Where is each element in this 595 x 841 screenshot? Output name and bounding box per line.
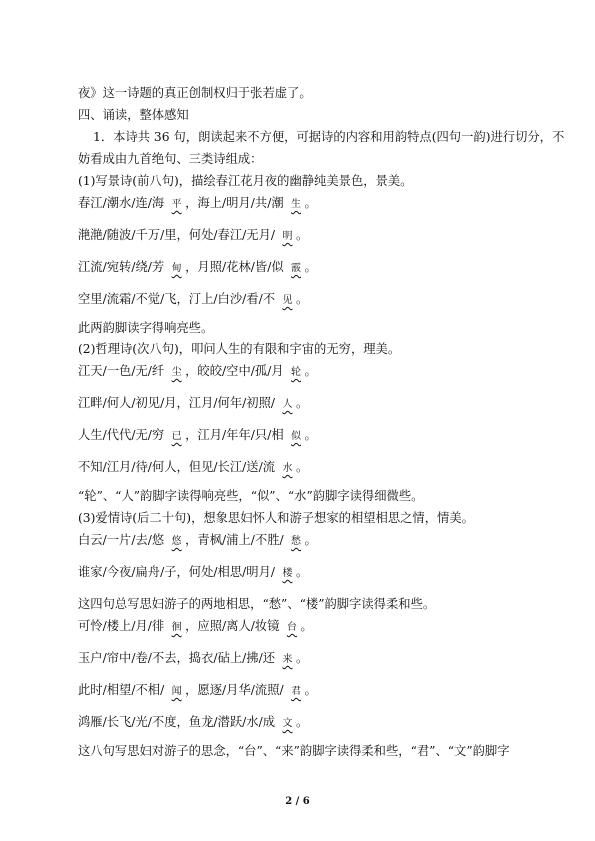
rhyme-char: 文 xyxy=(282,718,293,729)
poem-punct: 。 xyxy=(295,228,309,242)
paragraph-line: 夜》这一诗题的真正创制权归于张若虚了。 xyxy=(78,86,312,100)
paragraph-line: (3)爱情诗(后二十句)，想象思妇怀人和游子想家的相望相思之情，情美。 xyxy=(78,511,474,525)
poem-text: 江畔/何人/初见/月，江月/何年/初照/ xyxy=(78,396,279,410)
poem-text: ，青枫/浦上/不胜/ xyxy=(185,533,288,547)
poem-punct: 。 xyxy=(295,715,309,729)
poem-text: 江流/宛转/绕/芳 xyxy=(78,260,169,274)
poem-line xyxy=(78,291,308,309)
poem-line xyxy=(78,395,308,413)
poem-punct: 。 xyxy=(304,533,317,547)
rhyme-char: 闻 xyxy=(171,686,182,697)
rhyme-char: 徊 xyxy=(171,622,182,633)
rhyme-char: 悠 xyxy=(171,536,182,547)
poem-punct: 。 xyxy=(295,292,309,306)
poem-text: 此时/相望/不相/ xyxy=(78,683,169,697)
rhyme-char: 甸 xyxy=(171,263,182,274)
poem-text: 可怜/楼上/月/徘 xyxy=(78,619,169,633)
poem-line xyxy=(78,427,317,445)
rhyme-char: 已 xyxy=(171,431,182,442)
poem-line xyxy=(78,564,308,582)
rhyme-char: 霰 xyxy=(291,263,302,274)
poem-punct: 。 xyxy=(304,364,317,378)
rhyme-char: 生 xyxy=(291,199,302,210)
rhyme-char: 台 xyxy=(286,622,297,633)
poem-text: 江天/一色/无/纤 xyxy=(78,364,169,378)
paragraph-line: 这八句写思妇对游子的思念，“台”、“来”韵脚字读得柔和些，“君”、“文”韵脚字 xyxy=(78,744,510,758)
poem-line xyxy=(78,459,308,477)
poem-line xyxy=(78,363,317,381)
poem-text: 人生/代代/无/穷 xyxy=(78,428,169,442)
poem-text: 空里/流霜/不觉/飞，汀上/白沙/看/不 xyxy=(78,292,279,306)
paragraph-line: (1)写景诗(前八句)，描绘春江花月夜的幽静纯美景色，景美。 xyxy=(78,174,413,188)
poem-line xyxy=(78,259,317,277)
rhyme-char: 见 xyxy=(282,295,293,306)
poem-text: 谁家/今夜/扁舟/子，何处/相思/明月/ xyxy=(78,565,279,579)
rhyme-char: 明 xyxy=(282,231,293,242)
poem-line xyxy=(78,714,308,732)
poem-text: ，江月/年年/只/相 xyxy=(185,428,288,442)
poem-text: 玉户/帘中/卷/不去，捣衣/砧上/拂/还 xyxy=(78,651,279,665)
poem-text: ，愿逐/月华/流照/ xyxy=(185,683,288,697)
poem-punct: 。 xyxy=(304,260,317,274)
poem-punct: 。 xyxy=(295,460,309,474)
paragraph-line: “轮”、“人”韵脚字读得响亮些，“似”、“水”韵脚字读得细微些。 xyxy=(78,489,424,503)
poem-text: ，月照/花林/皆/似 xyxy=(185,260,288,274)
poem-punct: 。 xyxy=(304,196,317,210)
poem-punct: 。 xyxy=(304,428,317,442)
rhyme-char: 人 xyxy=(282,399,293,410)
poem-line xyxy=(78,650,308,668)
poem-text: 鸿雁/长飞/光/不度，鱼龙/潜跃/水/成 xyxy=(78,715,279,729)
rhyme-char: 君 xyxy=(291,686,302,697)
poem-text: ，应照/离人/妆镜 xyxy=(185,619,284,633)
poem-line xyxy=(78,682,317,700)
poem-text: ，皎皎/空中/孤/月 xyxy=(185,364,288,378)
poem-line xyxy=(78,227,308,245)
rhyme-char: 水 xyxy=(282,463,293,474)
rhyme-char: 来 xyxy=(282,654,293,665)
poem-text: 不知/江月/待/何人，但见/长江/送/流 xyxy=(78,460,279,474)
poem-punct: 。 xyxy=(295,651,309,665)
poem-punct: 。 xyxy=(295,565,309,579)
paragraph-line: 此两韵脚读字得响亮些。 xyxy=(78,321,214,335)
paragraph-line: 妨看成由九首绝句、三类诗组成： xyxy=(78,152,263,166)
paragraph-line: 四、诵读，整体感知 xyxy=(78,108,189,122)
paragraph-line: (2)哲理诗(次八句)，叩问人生的有限和宇宙的无穷，理美。 xyxy=(78,342,401,356)
poem-punct: 。 xyxy=(304,683,317,697)
paragraph-line: 1．本诗共 36 句，朗读起来不方便，可据诗的内容和用韵特点(四句一韵)进行切分，不 xyxy=(93,130,565,144)
rhyme-char: 愁 xyxy=(291,536,302,547)
poem-punct: 。 xyxy=(295,396,309,410)
rhyme-char: 似 xyxy=(291,431,302,442)
poem-punct: 。 xyxy=(300,619,313,633)
poem-text: 春江/潮水/连/海 xyxy=(78,196,169,210)
rhyme-char: 平 xyxy=(171,199,182,210)
rhyme-char: 轮 xyxy=(291,367,302,378)
poem-text: 白云/一片/去/悠 xyxy=(78,533,169,547)
poem-line xyxy=(78,618,313,636)
paragraph-line: 这四句总写思妇游子的两地相思，“愁”、“楼”韵脚字读得柔和些。 xyxy=(78,597,436,611)
poem-line xyxy=(78,195,317,213)
poem-line xyxy=(78,532,317,550)
poem-text: ，海上/明月/共/潮 xyxy=(185,196,288,210)
poem-text: 滟滟/随波/千万/里，何处/春江/无月/ xyxy=(78,228,279,242)
page-number: 2 / 6 xyxy=(285,796,310,807)
rhyme-char: 尘 xyxy=(171,367,182,378)
rhyme-char: 楼 xyxy=(282,568,293,579)
